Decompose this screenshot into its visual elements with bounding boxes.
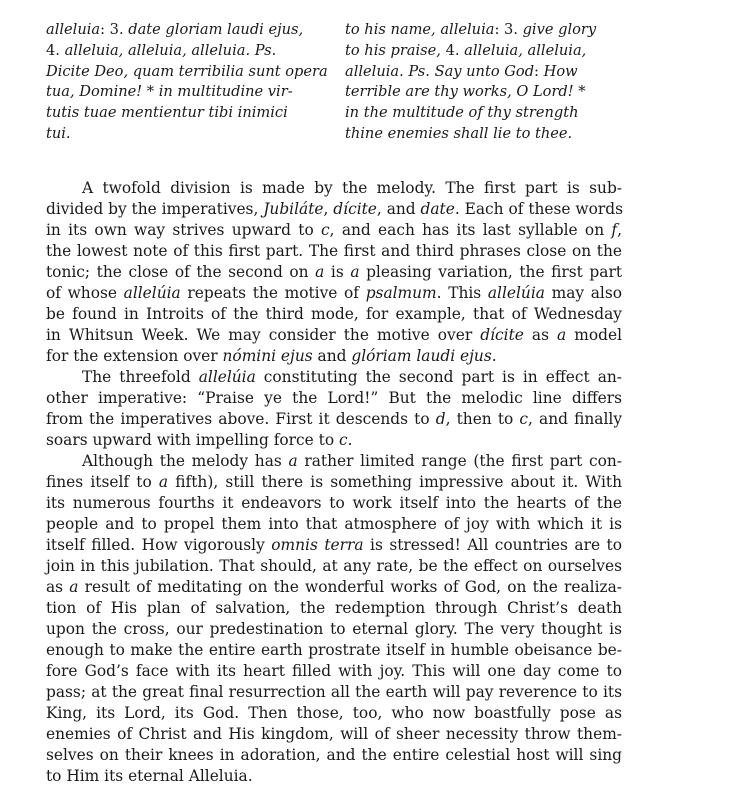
- english-line: to his name, alleluia: 3. give glory: [345, 21, 597, 38]
- text-line: King, its Lord, its God. Then those, too, who now boastfully pose as: [46, 704, 622, 722]
- text-line: enemies of Christ and His kingdom, will of sheer necessity throw them-: [46, 725, 622, 743]
- text-line: of whose allelúia repeats the motive of psalmum. This allelúia may also: [46, 284, 622, 302]
- latin-line: tutis tuae mentientur tibi inimici: [46, 104, 288, 122]
- text-line: tion of His plan of salvation, the redemption through Christ’s death: [46, 599, 622, 617]
- text-line: fines itself to a fifth), still there is something impressive about it. With: [46, 473, 623, 491]
- text-line: as a result of meditating on the wonderful works of God, on the realiza-: [46, 578, 622, 596]
- text-line: A twofold division is made by the melody. The first part is sub-: [82, 179, 622, 197]
- text-line: to Him its eternal Alleluia.: [46, 767, 253, 785]
- text-line: enough to make the entire earth prostrate itself in humble obeisance be-: [46, 641, 622, 659]
- text-line: join in this jubilation. That should, at any rate, be the effect on ourselves: [46, 557, 622, 575]
- text-line: for the extension over nómini ejus and glóriam laudi ejus.: [46, 347, 497, 365]
- text-line: other imperative: “Praise ye the Lord!” But the melodic line differs: [46, 389, 622, 407]
- text-line: its numerous fourths it endeavors to work itself into the hearts of the: [46, 494, 622, 512]
- english-line: in the multitude of thy strength: [345, 104, 579, 122]
- text-line: people and to propel them into that atmosphere of joy with which it is: [46, 515, 622, 533]
- commentary-paragraph: [46, 451, 622, 787]
- latin-line: tua, Domine! * in multitudine vir-: [46, 83, 293, 101]
- commentary-paragraph: [46, 178, 622, 367]
- commentary-paragraph: [46, 367, 622, 451]
- english-column: [345, 20, 622, 146]
- latin-line: 4. alleluia, alleluia, alleluia. Ps.: [46, 41, 277, 59]
- text-line: be found in Introits of the third mode, for example, that of Wednesday: [46, 305, 622, 323]
- english-line: thine enemies shall lie to thee.: [345, 124, 573, 142]
- text-line: fore God’s face with its heart filled with joy. This will one day come to: [46, 662, 622, 680]
- text-line: Although the melody has a rather limited range (the first part con-: [82, 452, 622, 470]
- english-line: alleluia. Ps. Say unto God: How: [345, 62, 578, 80]
- text-line: from the imperatives above. First it descends to d, then to c, and finally: [46, 410, 623, 428]
- text-line: in its own way strives upward to c, and each has its last syllable on f,: [46, 221, 622, 239]
- text-line: selves on their knees in adoration, and the entire celestial host will sing: [46, 746, 622, 764]
- latin-column: [46, 20, 328, 146]
- text-line: tonic; the close of the second on a is a pleasing variation, the first part: [46, 263, 623, 281]
- text-line: the lowest note of this first part. The first and third phrases close on the: [46, 242, 622, 260]
- text-line: divided by the imperatives, Jubiláte, dícite, and date. Each of these words: [46, 200, 623, 218]
- parallel-text: [46, 20, 622, 146]
- book-page: [46, 20, 622, 787]
- text-line: in Whitsun Week. We may consider the motive over dícite as a model: [46, 326, 623, 344]
- english-line: terrible are thy works, O Lord! *: [345, 83, 586, 101]
- text-line: upon the cross, our predestination to eternal glory. The very thought is: [46, 620, 622, 638]
- english-line: to his praise, 4. alleluia, alleluia,: [345, 41, 587, 59]
- text-line: soars upward with impelling force to c.: [46, 431, 353, 449]
- text-line: pass; at the great final resurrection all the earth will pay reverence to its: [46, 683, 622, 701]
- latin-line: alleluia: 3. date gloriam laudi ejus,: [46, 21, 304, 38]
- text-line: itself filled. How vigorously omnis terra is stressed! All countries are to: [46, 536, 622, 554]
- text-line: The threefold allelúia constituting the second part is in effect an-: [82, 368, 622, 386]
- commentary: [46, 178, 622, 787]
- latin-line: Dicite Deo, quam terribilia sunt opera: [46, 62, 328, 80]
- latin-line: tui.: [46, 124, 71, 142]
